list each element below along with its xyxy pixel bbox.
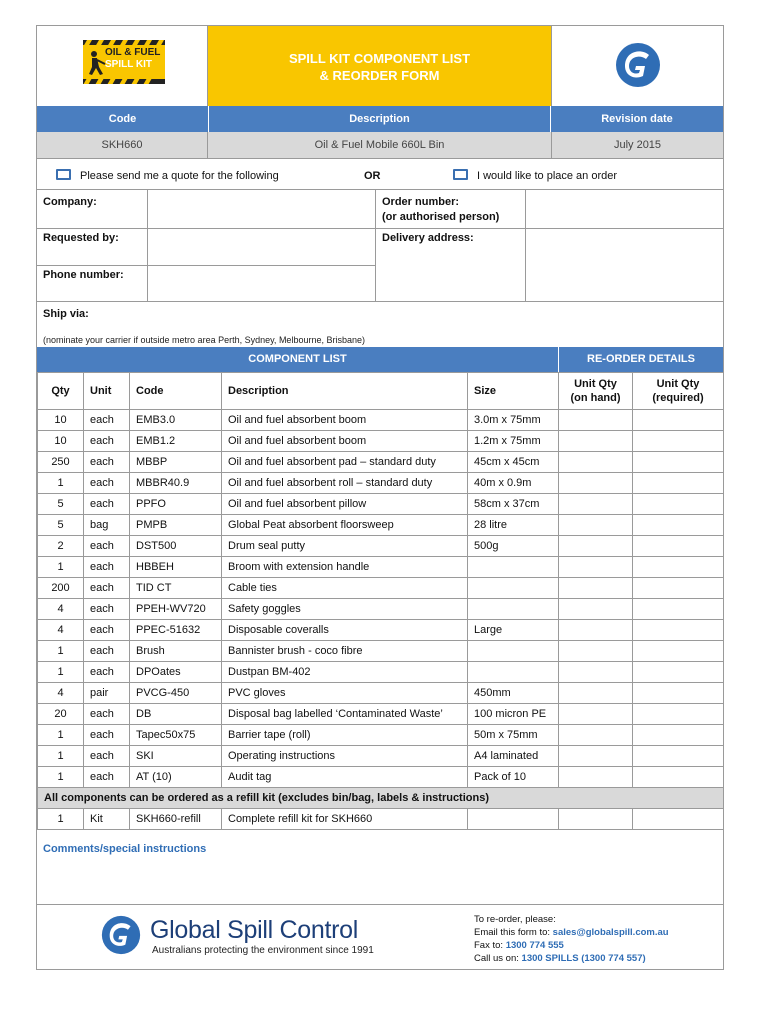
order-number-sublabel: (or authorised person) <box>382 211 500 223</box>
on-hand-input[interactable] <box>559 746 633 767</box>
cell-size: 50m x 75mm <box>468 725 559 746</box>
cell-size: 58cm x 37cm <box>468 494 559 515</box>
cell-size: 45cm x 45cm <box>468 452 559 473</box>
cell-code: PPEC-51632 <box>130 620 222 641</box>
cell-code: MBBR40.9 <box>130 473 222 494</box>
cell-qty: 250 <box>38 452 84 473</box>
revision-date: July 2015 <box>551 132 723 158</box>
cell-unit: each <box>84 410 130 431</box>
cell-code: DST500 <box>130 536 222 557</box>
on-hand-input[interactable] <box>559 431 633 452</box>
cell-unit: each <box>84 746 130 767</box>
cell-size <box>468 599 559 620</box>
cell-unit: each <box>84 536 130 557</box>
required-input[interactable] <box>633 704 724 725</box>
email-link[interactable]: sales@globalspill.com.au <box>552 927 669 938</box>
cell-size <box>468 557 559 578</box>
required-input[interactable] <box>633 725 724 746</box>
order-option-label: I would like to place an order <box>477 170 618 182</box>
cell-qty: 5 <box>38 515 84 536</box>
quote-option-label: Please send me a quote for the following <box>80 170 279 182</box>
cell-size: 1.2m x 75mm <box>468 431 559 452</box>
cell-unit: each <box>84 725 130 746</box>
phone-label: Phone number: <box>43 269 124 281</box>
cell-size <box>468 641 559 662</box>
quote-checkbox[interactable] <box>56 169 71 180</box>
cell-size: Pack of 10 <box>468 767 559 788</box>
on-hand-input[interactable] <box>559 725 633 746</box>
code-column-header: Code <box>130 373 222 410</box>
fax-link[interactable]: 1300 774 555 <box>505 940 564 951</box>
cell-description: Oil and fuel absorbent pillow <box>222 494 468 515</box>
cell-code: TID CT <box>130 578 222 599</box>
on-hand-input[interactable] <box>559 557 633 578</box>
cell-description: Audit tag <box>222 767 468 788</box>
table-row <box>38 641 724 662</box>
cell-description: Bannister brush - coco fibre <box>222 641 468 662</box>
cell-size: 100 micron PE <box>468 704 559 725</box>
cell-unit: each <box>84 704 130 725</box>
on-hand-input[interactable] <box>559 578 633 599</box>
cell-unit: each <box>84 767 130 788</box>
cell-code: AT (10) <box>130 767 222 788</box>
description-header: Description <box>208 106 551 132</box>
required-header-line-1: Unit Qty <box>656 378 700 390</box>
ship-via-field[interactable] <box>107 302 721 332</box>
cell-code: EMB3.0 <box>130 410 222 431</box>
size-header: Size <box>468 373 559 410</box>
requested-by-label: Requested by: <box>43 232 119 244</box>
reorder-details-title: RE-ORDER DETAILS <box>559 347 723 372</box>
refill-note-row <box>38 788 724 809</box>
cell-qty: 20 <box>38 704 84 725</box>
cell-unit: bag <box>84 515 130 536</box>
logo-text-1: OIL & FUEL <box>105 47 161 58</box>
table-row <box>38 452 724 473</box>
spill-kit-logo <box>83 40 165 84</box>
unit-header: Unit <box>84 373 130 410</box>
cell-unit: each <box>84 473 130 494</box>
cell-size: 3.0m x 75mm <box>468 410 559 431</box>
header-brand-cell <box>551 26 723 106</box>
required-input[interactable] <box>633 746 724 767</box>
table-row <box>38 662 724 683</box>
table-header-row <box>38 373 724 410</box>
form-page <box>36 25 724 970</box>
required-header-line-2: (required) <box>652 392 704 404</box>
required-input[interactable] <box>633 536 724 557</box>
table-row <box>38 599 724 620</box>
cell-code: EMB1.2 <box>130 431 222 452</box>
cell-unit: pair <box>84 683 130 704</box>
table-row <box>38 515 724 536</box>
cell-qty: 1 <box>38 746 84 767</box>
cell-size: Large <box>468 620 559 641</box>
form-title <box>208 26 551 106</box>
title-line-1: SPILL KIT COMPONENT LIST <box>288 51 471 66</box>
delivery-address-field[interactable] <box>525 228 723 301</box>
cell-unit: each <box>84 578 130 599</box>
revision-header: Revision date <box>551 106 723 132</box>
cell-code: DB <box>130 704 222 725</box>
or-label: OR <box>364 170 381 182</box>
reorder-heading: To re-order, please: <box>474 914 556 925</box>
email-label: Email this form to: <box>474 927 553 938</box>
cell-unit: each <box>84 494 130 515</box>
title-line-2: & REORDER FORM <box>319 68 440 83</box>
refill-size <box>468 809 559 830</box>
cell-code: Brush <box>130 641 222 662</box>
description-column-header: Description <box>222 373 468 410</box>
cell-qty: 5 <box>38 494 84 515</box>
cell-code: PMPB <box>130 515 222 536</box>
on-hand-input[interactable] <box>559 767 633 788</box>
globe-logo-icon <box>615 42 661 93</box>
required-input[interactable] <box>633 431 724 452</box>
kit-description: Oil & Fuel Mobile 660L Bin <box>208 132 551 158</box>
footer-brand: Global Spill Control <box>150 916 358 944</box>
cell-description: Broom with extension handle <box>222 557 468 578</box>
ship-via-note: (nominate your carrier if outside metro area Perth, Sydney, Melbourne, Brisbane) <box>43 335 365 345</box>
cell-description: Drum seal putty <box>222 536 468 557</box>
qty-header: Qty <box>38 373 84 410</box>
table-row <box>38 683 724 704</box>
required-input[interactable] <box>633 578 724 599</box>
cell-description: Oil and fuel absorbent boom <box>222 431 468 452</box>
cell-code: DPOates <box>130 662 222 683</box>
cell-unit: each <box>84 452 130 473</box>
kit-code: SKH660 <box>37 132 208 158</box>
cell-qty: 10 <box>38 431 84 452</box>
cell-qty: 200 <box>38 578 84 599</box>
required-input[interactable] <box>633 767 724 788</box>
cell-description: PVC gloves <box>222 683 468 704</box>
footer-globe-icon <box>101 915 141 960</box>
on-hand-input[interactable] <box>559 683 633 704</box>
cell-unit: each <box>84 662 130 683</box>
required-input[interactable] <box>633 683 724 704</box>
refill-row <box>38 809 724 830</box>
on-hand-input[interactable] <box>559 410 633 431</box>
delivery-address-label: Delivery address: <box>382 232 474 244</box>
required-header <box>633 373 724 410</box>
fax-label: Fax to: <box>474 940 506 951</box>
cell-qty: 10 <box>38 410 84 431</box>
cell-description: Disposal bag labelled ‘Contaminated Waste’ <box>222 704 468 725</box>
cell-size: A4 laminated <box>468 746 559 767</box>
refill-qty: 1 <box>38 809 84 830</box>
cell-qty: 2 <box>38 536 84 557</box>
email-line <box>474 926 669 939</box>
table-row <box>38 536 724 557</box>
cell-code: HBBEH <box>130 557 222 578</box>
cell-size <box>468 662 559 683</box>
ship-via-label: Ship via: <box>43 308 89 320</box>
required-input[interactable] <box>633 494 724 515</box>
on-hand-input[interactable] <box>559 515 633 536</box>
cell-qty: 1 <box>38 725 84 746</box>
table-row <box>38 620 724 641</box>
cell-size: 28 litre <box>468 515 559 536</box>
call-label: Call us on: <box>474 953 522 964</box>
table-row <box>38 494 724 515</box>
on-hand-header-line-1: Unit Qty <box>574 378 617 390</box>
table-row <box>38 410 724 431</box>
component-table <box>37 372 724 830</box>
required-input[interactable] <box>633 473 724 494</box>
on-hand-input[interactable] <box>559 473 633 494</box>
cell-size: 40m x 0.9m <box>468 473 559 494</box>
cell-description: Barrier tape (roll) <box>222 725 468 746</box>
fax-line <box>474 939 669 952</box>
company-label: Company: <box>43 196 97 208</box>
cell-description: Safety goggles <box>222 599 468 620</box>
company-field[interactable] <box>147 189 375 228</box>
cell-description: Cable ties <box>222 578 468 599</box>
cell-description: Oil and fuel absorbent roll – standard duty <box>222 473 468 494</box>
cell-description: Disposable coveralls <box>222 620 468 641</box>
required-input[interactable] <box>633 410 724 431</box>
component-rows <box>38 410 724 788</box>
cell-qty: 4 <box>38 683 84 704</box>
table-row <box>38 746 724 767</box>
call-line <box>474 952 669 965</box>
refill-code: SKH660-refill <box>130 809 222 830</box>
refill-required-input[interactable] <box>633 809 724 830</box>
cell-unit: each <box>84 431 130 452</box>
cell-unit: each <box>84 641 130 662</box>
on-hand-input[interactable] <box>559 494 633 515</box>
on-hand-input[interactable] <box>559 536 633 557</box>
table-row <box>38 725 724 746</box>
refill-unit: Kit <box>84 809 130 830</box>
cell-qty: 1 <box>38 641 84 662</box>
table-row <box>38 557 724 578</box>
cell-description: Dustpan BM-402 <box>222 662 468 683</box>
cell-code: PVCG-450 <box>130 683 222 704</box>
cell-unit: each <box>84 557 130 578</box>
cell-qty: 1 <box>38 662 84 683</box>
on-hand-header <box>559 373 633 410</box>
cell-code: MBBP <box>130 452 222 473</box>
footer-contact <box>474 913 669 965</box>
comments-label: Comments/special instructions <box>43 843 207 855</box>
table-row <box>38 578 724 599</box>
call-link[interactable]: 1300 SPILLS (1300 774 557) <box>521 953 646 964</box>
required-input[interactable] <box>633 662 724 683</box>
required-input[interactable] <box>633 620 724 641</box>
cell-code: PPFO <box>130 494 222 515</box>
phone-field[interactable] <box>147 265 375 301</box>
on-hand-input[interactable] <box>559 704 633 725</box>
required-input[interactable] <box>633 641 724 662</box>
requested-by-field[interactable] <box>147 228 375 265</box>
cell-description: Global Peat absorbent floorsweep <box>222 515 468 536</box>
cell-code: Tapec50x75 <box>130 725 222 746</box>
cell-qty: 1 <box>38 767 84 788</box>
cell-description: Oil and fuel absorbent pad – standard duty <box>222 452 468 473</box>
on-hand-input[interactable] <box>559 452 633 473</box>
table-row <box>38 473 724 494</box>
cell-qty: 1 <box>38 557 84 578</box>
on-hand-header-line-2: (on hand) <box>570 392 621 404</box>
refill-on-hand-input[interactable] <box>559 809 633 830</box>
on-hand-input[interactable] <box>559 620 633 641</box>
header-logo-cell <box>37 26 208 106</box>
cell-code: SKI <box>130 746 222 767</box>
cell-size: 450mm <box>468 683 559 704</box>
required-input[interactable] <box>633 599 724 620</box>
order-number-label: Order number: <box>382 196 460 208</box>
cell-size <box>468 578 559 599</box>
order-checkbox[interactable] <box>453 169 468 180</box>
cell-qty: 4 <box>38 599 84 620</box>
table-row <box>38 431 724 452</box>
cell-unit: each <box>84 599 130 620</box>
refill-note: All components can be ordered as a refill kit (excludes bin/bag, labels & instructions) <box>38 788 724 809</box>
cell-unit: each <box>84 620 130 641</box>
cell-size: 500g <box>468 536 559 557</box>
comments-field[interactable] <box>37 858 723 904</box>
required-input[interactable] <box>633 557 724 578</box>
logo-text-2: SPILL KIT <box>105 59 153 70</box>
code-header: Code <box>37 106 208 132</box>
required-input[interactable] <box>633 452 724 473</box>
component-list-title: COMPONENT LIST <box>37 347 558 372</box>
on-hand-input[interactable] <box>559 641 633 662</box>
cell-code: PPEH-WV720 <box>130 599 222 620</box>
required-input[interactable] <box>633 515 724 536</box>
cell-description: Operating instructions <box>222 746 468 767</box>
refill-description: Complete refill kit for SKH660 <box>222 809 468 830</box>
footer-tagline: Australians protecting the environment since 1991 <box>152 945 374 956</box>
cell-description: Oil and fuel absorbent boom <box>222 410 468 431</box>
table-row <box>38 704 724 725</box>
cell-qty: 4 <box>38 620 84 641</box>
on-hand-input[interactable] <box>559 599 633 620</box>
table-row <box>38 767 724 788</box>
order-number-field[interactable] <box>525 189 723 228</box>
on-hand-input[interactable] <box>559 662 633 683</box>
cell-qty: 1 <box>38 473 84 494</box>
